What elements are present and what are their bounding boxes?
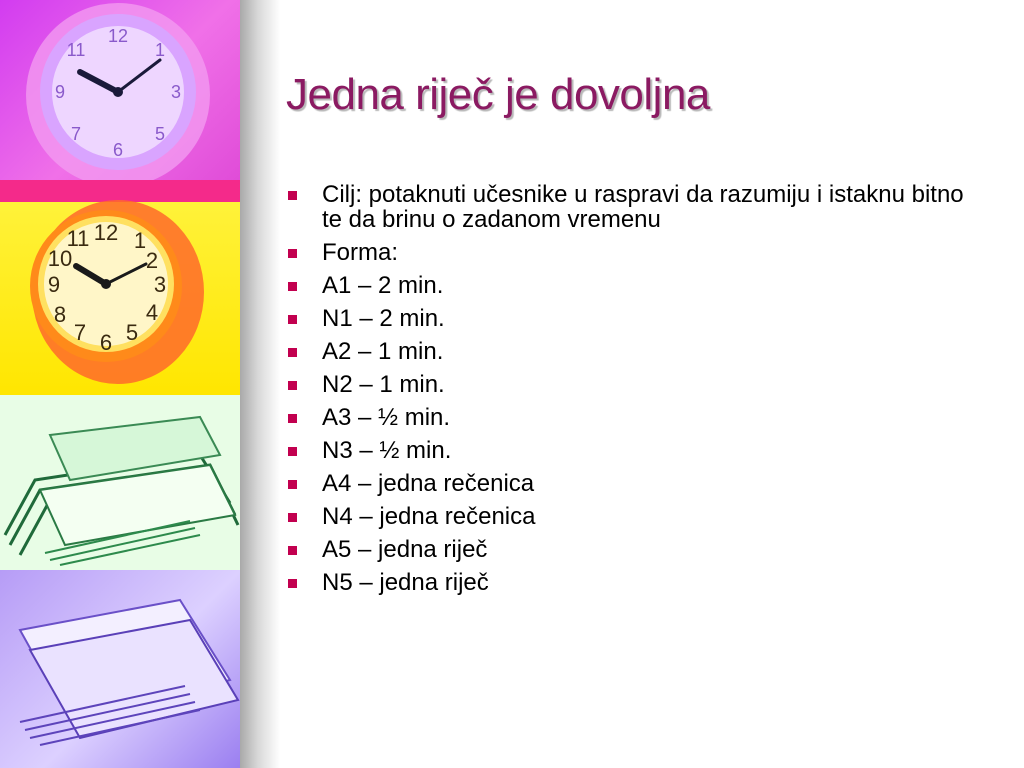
list-item-text: Forma: xyxy=(322,239,399,266)
list-item-text: N1 – 2 min. xyxy=(322,305,445,332)
svg-text:5: 5 xyxy=(154,124,166,144)
square-bullet-icon xyxy=(288,191,297,200)
svg-text:9: 9 xyxy=(47,272,61,297)
square-bullet-icon xyxy=(288,414,297,423)
svg-text:11: 11 xyxy=(66,226,90,251)
list-item xyxy=(286,182,976,232)
square-bullet-icon xyxy=(288,546,297,555)
list-item-text: A5 – jedna riječ xyxy=(322,536,488,563)
square-bullet-icon xyxy=(288,381,297,390)
decorative-photo-strip xyxy=(0,0,240,768)
square-bullet-icon xyxy=(288,282,297,291)
svg-text:4: 4 xyxy=(145,300,159,325)
square-bullet-icon xyxy=(288,315,297,324)
list-item-text: N3 – ½ min. xyxy=(322,437,452,464)
svg-text:8: 8 xyxy=(53,302,67,327)
svg-text:10: 10 xyxy=(47,246,73,271)
list-item xyxy=(286,537,976,562)
papers-icon xyxy=(0,570,240,768)
clock-icon xyxy=(0,0,240,180)
square-bullet-icon xyxy=(288,579,297,588)
svg-text:9: 9 xyxy=(54,82,66,102)
svg-text:12: 12 xyxy=(107,26,129,46)
list-item-text: N2 – 1 min. xyxy=(322,371,445,398)
list-item-text: Cilj: potaknuti učesnike u raspravi da razumiju i istaknu bitno te da brinu o zadanom vremenu xyxy=(322,181,964,233)
paper-stack-photo-lavender xyxy=(0,570,240,768)
svg-text:2: 2 xyxy=(145,248,159,273)
list-item xyxy=(286,405,976,430)
clock-photo-violet xyxy=(0,0,240,180)
list-item-text: A2 – 1 min. xyxy=(322,338,444,365)
svg-text:3: 3 xyxy=(170,82,182,102)
slide-title: Jedna riječ je dovoljna xyxy=(286,70,710,119)
svg-text:1: 1 xyxy=(133,228,147,253)
list-item-text: N5 – jedna riječ xyxy=(322,569,489,596)
square-bullet-icon xyxy=(288,447,297,456)
svg-text:7: 7 xyxy=(73,320,87,345)
strip-shadow xyxy=(240,0,280,768)
papers-icon xyxy=(0,395,240,570)
bullet-list xyxy=(286,182,976,603)
svg-text:11: 11 xyxy=(66,40,86,60)
list-item xyxy=(286,273,976,298)
svg-text:1: 1 xyxy=(154,40,166,60)
list-item xyxy=(286,438,976,463)
list-item-text: A3 – ½ min. xyxy=(322,404,451,431)
square-bullet-icon xyxy=(288,513,297,522)
clock-photo-yellow xyxy=(0,180,240,395)
paper-stack-photo-green xyxy=(0,395,240,570)
svg-text:6: 6 xyxy=(112,140,124,160)
list-item xyxy=(286,504,976,529)
square-bullet-icon xyxy=(288,249,297,258)
list-item-text: A1 – 2 min. xyxy=(322,272,444,299)
svg-text:7: 7 xyxy=(70,124,82,144)
list-item xyxy=(286,339,976,364)
list-item xyxy=(286,306,976,331)
svg-text:6: 6 xyxy=(99,330,113,355)
list-item xyxy=(286,471,976,496)
list-item xyxy=(286,240,976,265)
square-bullet-icon xyxy=(288,348,297,357)
svg-text:5: 5 xyxy=(125,320,139,345)
square-bullet-icon xyxy=(288,480,297,489)
list-item-text: A4 – jedna rečenica xyxy=(322,470,535,497)
list-item-text: N4 – jedna rečenica xyxy=(322,503,536,530)
list-item xyxy=(286,570,976,595)
svg-text:12: 12 xyxy=(93,220,119,245)
list-item xyxy=(286,372,976,397)
svg-text:3: 3 xyxy=(153,272,167,297)
wall-clock-icon xyxy=(0,180,240,395)
